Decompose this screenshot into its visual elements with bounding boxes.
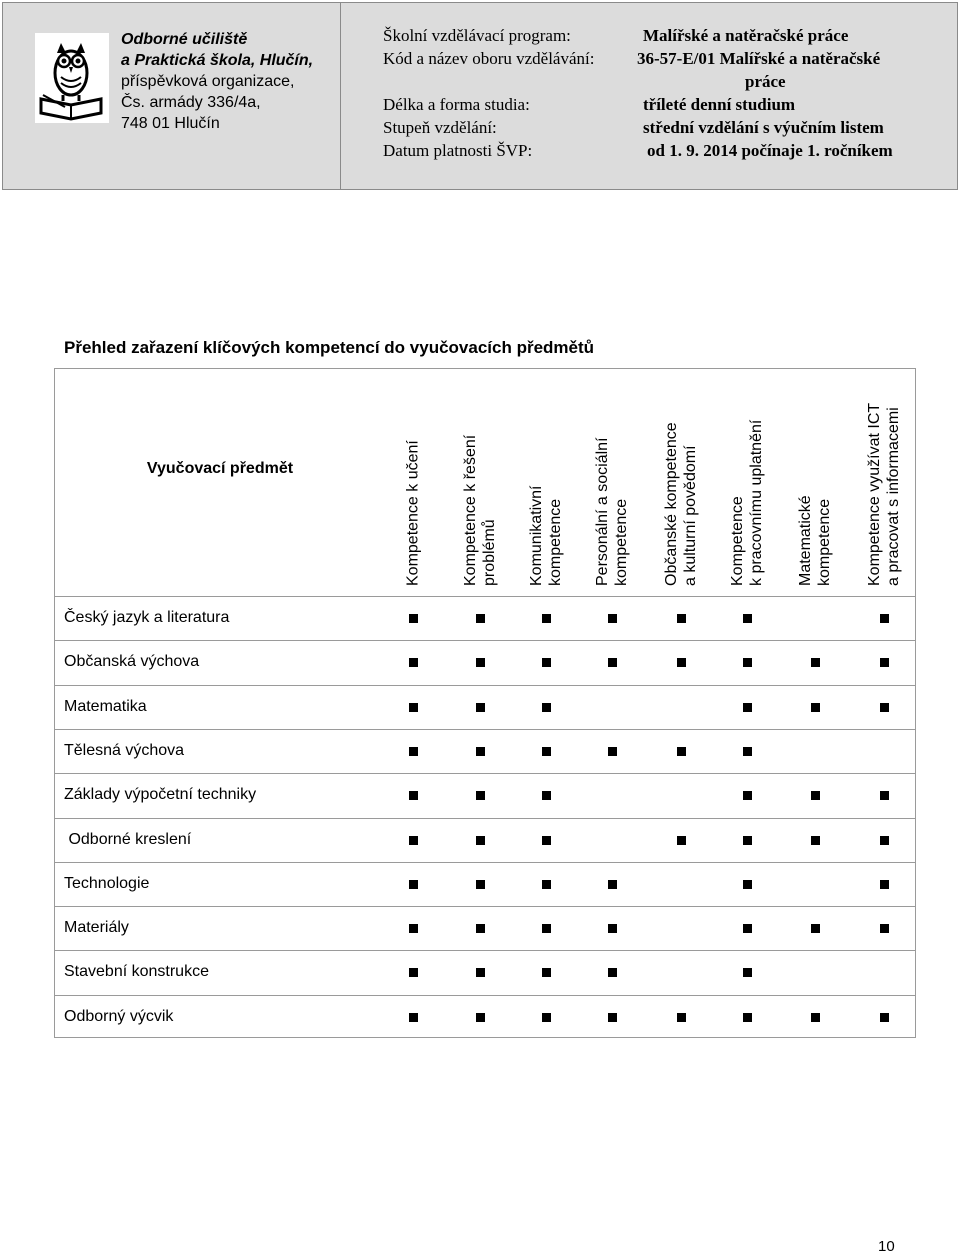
competence-mark bbox=[409, 968, 418, 977]
competence-mark bbox=[409, 880, 418, 889]
competence-mark bbox=[476, 968, 485, 977]
competence-mark bbox=[811, 836, 820, 845]
validity-date-value: od 1. 9. 2014 počínaje 1. ročníkem bbox=[647, 141, 893, 160]
field-code-value: 36-57-E/01 Malířské a natěračské bbox=[637, 49, 881, 68]
competence-mark bbox=[811, 1013, 820, 1022]
subject-name: Matematika bbox=[64, 698, 147, 715]
competence-mark bbox=[677, 747, 686, 756]
column-header-line: kompetence bbox=[613, 498, 630, 586]
column-header-label bbox=[527, 486, 565, 587]
competence-mark bbox=[880, 880, 889, 889]
row-divider bbox=[54, 906, 916, 907]
subject-column-header: Vyučovací předmět bbox=[146, 460, 294, 477]
column-header-line: a pracovat s informacemi bbox=[885, 407, 902, 586]
column-header bbox=[714, 368, 780, 594]
competence-mark bbox=[880, 614, 889, 623]
column-header-line: Personální a sociální bbox=[594, 437, 611, 586]
column-header-line: Kompetence k učení bbox=[404, 440, 422, 586]
competence-mark bbox=[409, 836, 418, 845]
education-level-value: střední vzdělání s výučním listem bbox=[643, 118, 884, 137]
subject-name: Technologie bbox=[64, 875, 150, 892]
competence-mark bbox=[743, 836, 752, 845]
competence-mark bbox=[409, 791, 418, 800]
column-header bbox=[782, 368, 848, 594]
competence-mark bbox=[743, 924, 752, 933]
validity-date-label: Datum platnosti ŠVP: bbox=[383, 141, 533, 160]
column-header-label bbox=[865, 403, 903, 586]
competence-mark bbox=[476, 614, 485, 623]
column-header-label bbox=[662, 422, 700, 586]
competence-mark bbox=[743, 968, 752, 977]
competence-mark bbox=[542, 658, 551, 667]
competence-mark bbox=[677, 1013, 686, 1022]
column-header-line: Občanské kompetence bbox=[663, 422, 680, 586]
column-header-label bbox=[404, 440, 423, 586]
competence-mark bbox=[476, 836, 485, 845]
competence-mark bbox=[542, 791, 551, 800]
competence-mark bbox=[608, 747, 617, 756]
section-title: Přehled zařazení klíčových kompetencí do vyučovacích předmětů bbox=[64, 338, 595, 357]
competence-mark bbox=[409, 614, 418, 623]
competence-mark bbox=[542, 614, 551, 623]
row-divider bbox=[54, 640, 916, 641]
competence-mark bbox=[409, 658, 418, 667]
subject-name: Tělesná výchova bbox=[64, 742, 185, 759]
competence-mark bbox=[409, 747, 418, 756]
row-divider bbox=[54, 685, 916, 686]
competence-mark bbox=[811, 924, 820, 933]
column-header-line: Kompetence využívat ICT bbox=[866, 402, 883, 586]
competence-mark bbox=[476, 1013, 485, 1022]
school-line: a Praktická škola, Hlučín, bbox=[121, 52, 314, 69]
program-info bbox=[341, 3, 957, 189]
competence-mark bbox=[476, 880, 485, 889]
competence-mark bbox=[476, 924, 485, 933]
competence-mark bbox=[743, 614, 752, 623]
competence-mark bbox=[811, 658, 820, 667]
competence-mark bbox=[677, 614, 686, 623]
competence-mark bbox=[880, 703, 889, 712]
column-header-label bbox=[593, 437, 631, 586]
competence-mark bbox=[409, 924, 418, 933]
subject-name: Občanská výchova bbox=[64, 653, 200, 670]
row-divider bbox=[54, 950, 916, 951]
competence-mark bbox=[743, 747, 752, 756]
row-divider bbox=[54, 818, 916, 819]
competence-mark bbox=[743, 658, 752, 667]
column-header-line: kompetence bbox=[547, 498, 564, 586]
subject-name: Český jazyk a literatura bbox=[64, 609, 230, 626]
school-line: Odborné učiliště bbox=[121, 31, 248, 48]
school-line: příspěvková organizace, bbox=[121, 73, 295, 90]
school-block bbox=[3, 3, 341, 189]
competence-mark bbox=[542, 880, 551, 889]
competence-mark bbox=[542, 703, 551, 712]
competence-mark bbox=[880, 924, 889, 933]
subject-name: Odborné kreslení bbox=[64, 831, 192, 848]
column-header-label bbox=[728, 420, 766, 586]
subject-name: Materiály bbox=[64, 919, 129, 936]
competence-mark bbox=[743, 1013, 752, 1022]
competence-mark bbox=[608, 658, 617, 667]
document-header bbox=[2, 2, 958, 190]
competence-mark bbox=[811, 703, 820, 712]
row-divider bbox=[54, 995, 916, 996]
competence-mark bbox=[476, 791, 485, 800]
education-level-label: Stupeň vzdělání: bbox=[383, 118, 497, 137]
row-divider bbox=[54, 862, 916, 863]
column-header-label bbox=[461, 435, 499, 586]
column-header-line: a kulturní povědomí bbox=[682, 445, 699, 586]
column-header bbox=[447, 368, 513, 594]
column-header-line: Komunikativní bbox=[528, 485, 545, 586]
competence-mark bbox=[542, 836, 551, 845]
column-header-label bbox=[796, 495, 834, 586]
competence-mark bbox=[608, 1013, 617, 1022]
program-value: Malířské a natěračské práce bbox=[643, 26, 849, 45]
competence-mark bbox=[409, 1013, 418, 1022]
study-length-label: Délka a forma studia: bbox=[383, 95, 530, 114]
row-divider bbox=[54, 729, 916, 730]
column-header-line: Matematické bbox=[797, 495, 814, 586]
column-header bbox=[851, 368, 917, 594]
study-length-value: tříleté denní studium bbox=[643, 95, 796, 114]
competence-mark bbox=[409, 703, 418, 712]
competence-mark bbox=[542, 747, 551, 756]
column-header-line: k pracovnímu uplatnění bbox=[748, 419, 765, 586]
competence-mark bbox=[608, 968, 617, 977]
subject-name: Základy výpočetní techniky bbox=[64, 786, 257, 803]
school-name bbox=[121, 29, 341, 134]
competence-mark bbox=[880, 1013, 889, 1022]
competence-mark bbox=[608, 880, 617, 889]
competence-mark bbox=[608, 614, 617, 623]
competence-mark bbox=[542, 1013, 551, 1022]
column-header-line: kompetence bbox=[816, 498, 833, 586]
competence-mark bbox=[811, 791, 820, 800]
competence-mark bbox=[476, 658, 485, 667]
competence-mark bbox=[743, 703, 752, 712]
page-number: 10 bbox=[878, 1238, 895, 1255]
column-header bbox=[380, 368, 446, 594]
subject-name: Stavební konstrukce bbox=[64, 963, 209, 980]
competence-mark bbox=[677, 836, 686, 845]
competence-mark bbox=[677, 658, 686, 667]
owl-logo-icon bbox=[35, 33, 109, 123]
column-header bbox=[579, 368, 645, 594]
row-divider bbox=[54, 773, 916, 774]
column-header bbox=[513, 368, 579, 594]
row-divider bbox=[54, 596, 916, 597]
competence-mark bbox=[542, 968, 551, 977]
column-header-line: problémů bbox=[481, 519, 498, 586]
competence-mark bbox=[743, 880, 752, 889]
competence-mark bbox=[880, 658, 889, 667]
column-header-line: Kompetence k řešení bbox=[462, 434, 479, 586]
program-label: Školní vzdělávací program: bbox=[383, 26, 571, 45]
competence-mark bbox=[542, 924, 551, 933]
field-code-value-cont: práce bbox=[745, 72, 786, 91]
school-line: 748 01 Hlučín bbox=[121, 115, 220, 132]
competence-mark bbox=[476, 703, 485, 712]
competence-mark bbox=[743, 791, 752, 800]
school-line: Čs. armády 336/4a, bbox=[121, 94, 261, 111]
column-header-line: Kompetence bbox=[729, 496, 746, 586]
subject-name: Odborný výcvik bbox=[64, 1008, 174, 1025]
competence-mark bbox=[880, 791, 889, 800]
competence-mark bbox=[476, 747, 485, 756]
competence-mark bbox=[880, 836, 889, 845]
column-header bbox=[648, 368, 714, 594]
field-code-label: Kód a název oboru vzdělávání: bbox=[383, 49, 595, 68]
competence-mark bbox=[608, 924, 617, 933]
